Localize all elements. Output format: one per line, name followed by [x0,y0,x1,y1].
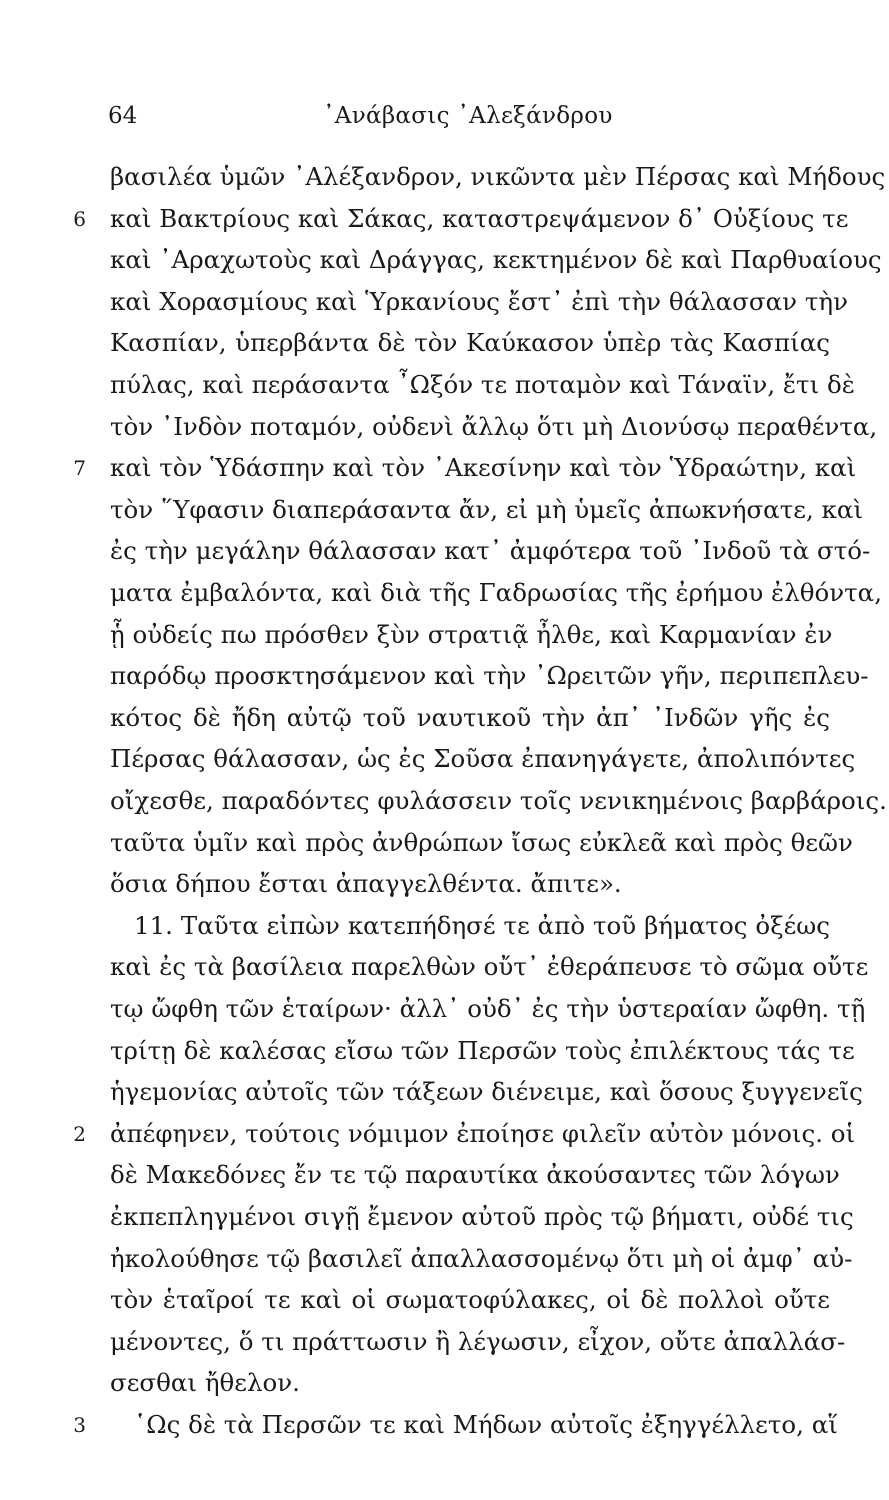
text-line: τὸν ἑταῖροί τε καὶ οἱ σωματοφύλακες, οἱ δὲ πολλοὶ οὔτε [110,1285,830,1315]
text-line: καὶ Χορασμίους καὶ Ὑρκανίους ἔστ᾿ ἐπὶ τὴν θάλασσαν τὴν [110,286,848,316]
text-line: ματα ἐμβαλόντα, καὶ διὰ τῆς Γαδρωσίας τῆς ἐρήμου ἐλθόντα, [110,578,883,607]
text-line: κότος δὲ ἤδη αὐτῷ τοῦ ναυτικοῦ τὴν ἀπ᾿ ᾿Ινδῶν γῆς ἐς [110,702,830,732]
text-line: τῳ ὤφθη τῶν ἑταίρων· ἀλλ᾿ οὐδ᾿ ἐς τὴν ὑστεραίαν ὤφθη. τῇ [110,994,866,1023]
page-number: 64 [108,103,138,129]
text-line: τρίτῃ δὲ καλέσας εἴσω τῶν Περσῶν τοὺς ἐπιλέκτους τάς τε [110,1035,855,1065]
text-line: καὶ Βακτρίους καὶ Σάκας, καταστρεψάμενον δ᾿ Οὐξίους τε [110,203,849,233]
text-line: καὶ ᾿Αραχωτοὺς καὶ Δράγγας, κεκτημένον δὲ καὶ Παρθυαίους [110,245,882,275]
text-line: Κασπίαν, ὑπερβάντα δὲ τὸν Καύκασον ὑπὲρ τὰς Κασπίας [110,328,830,358]
text-line: ἐς τὴν μεγάλην θάλασσαν κατ᾿ ἀμφότερα τοῦ ᾿Ινδοῦ τὰ στό- [110,536,871,566]
running-title: ᾿Ανάβασις ᾿Αλεξάνδρου [323,103,613,129]
section-number: 6 [73,206,86,231]
text-line: βασιλέα ὑμῶν ᾿Αλέξανδρον, νικῶντα μὲν Πέρσας καὶ Μήδους [110,162,886,191]
text-line: Πέρσας θάλασσαν, ὡς ἐς Σοῦσα ἐπανηγάγετε, ἀπολιπόντες [110,744,856,774]
text-line: ἡγεμονίας αὐτοῖς τῶν τάξεων διένειμε, καὶ ὅσους ξυγγενεῖς [110,1077,863,1107]
text-line: σεσθαι ἤθελον. [110,1368,300,1398]
text-line: τὸν ῞Υφασιν διαπεράσαντα ἄν, εἰ μὴ ὑμεῖς ἀπωκνήσατε, καὶ [110,494,863,524]
text-line: ἐκπεπληγμένοι σιγῇ ἔμενον αὐτοῦ πρὸς τῷ βήματι, οὐδέ τις [110,1202,854,1231]
text-line: καὶ ἐς τὰ βασίλεια παρελθὼν οὔτ᾿ ἐθεράπευσε τὸ σῶμα οὔτε [110,952,869,982]
section-number: 2 [73,1121,86,1146]
text-line: δὲ Μακεδόνες ἔν τε τῷ παραυτίκα ἀκούσαντες τῶν λόγων [110,1160,840,1190]
text-line: ᾗ οὐδείς πω πρόσθεν ξὺν στρατιᾷ ἦλθε, καὶ Καρμανίαν ἐν [110,619,833,649]
text-line: τὸν ᾿Ινδὸν ποταμόν, οὐδενὶ ἄλλῳ ὅτι μὴ Διονύσῳ περαθέντα, [110,411,878,441]
text-line: ῾Ως δὲ τὰ Περσῶν τε καὶ Μήδων αὐτοῖς ἐξηγγέλλετο, αἵ [134,1410,838,1439]
text-line: οἴχεσθε, παραδόντες φυλάσσειν τοῖς νενικημένοις βαρβάροις. [110,786,887,815]
section-number: 3 [73,1413,86,1437]
text-line: πύλας, καὶ περάσαντα ῏Ωξόν τε ποταμὸν καὶ Τάναϊν, ἔτι δὲ [110,370,855,399]
text-line: ἠκολούθησε τῷ βασιλεῖ ἀπαλλασσομένῳ ὅτι μὴ οἱ ἀμφ᾿ αὐ- [110,1243,853,1273]
text-line: ὅσια δήπου ἔσται ἀπαγγελθέντα. ἄπιτε». [110,869,622,899]
text-line: παρόδῳ προσκτησάμενον καὶ τὴν ᾿Ωρειτῶν γῆν, περιπεπλευ- [110,661,869,691]
text-line: καὶ τὸν Ὑδάσπην καὶ τὸν ᾿Ακεσίνην καὶ τὸν Ὑδραώτην, καὶ [110,453,857,483]
text-line: ἀπέφηνεν, τούτοις νόμιμον ἐποίησε φιλεῖν αὐτὸν μόνοις. οἱ [110,1118,856,1148]
text-line: 11. Ταῦτα εἰπὼν κατεπήδησέ τε ἀπὸ τοῦ βήματος ὀξέως [134,910,830,940]
text-line: μένοντες, ὅ τι πράττωσιν ἢ λέγωσιν, εἶχον, οὔτε ἀπαλλάσ- [110,1326,846,1356]
section-number: 7 [73,456,86,481]
text-line: ταῦτα ὑμῖν καὶ πρὸς ἀνθρώπων ἴσως εὐκλεᾶ καὶ πρὸς θεῶν [110,827,853,857]
